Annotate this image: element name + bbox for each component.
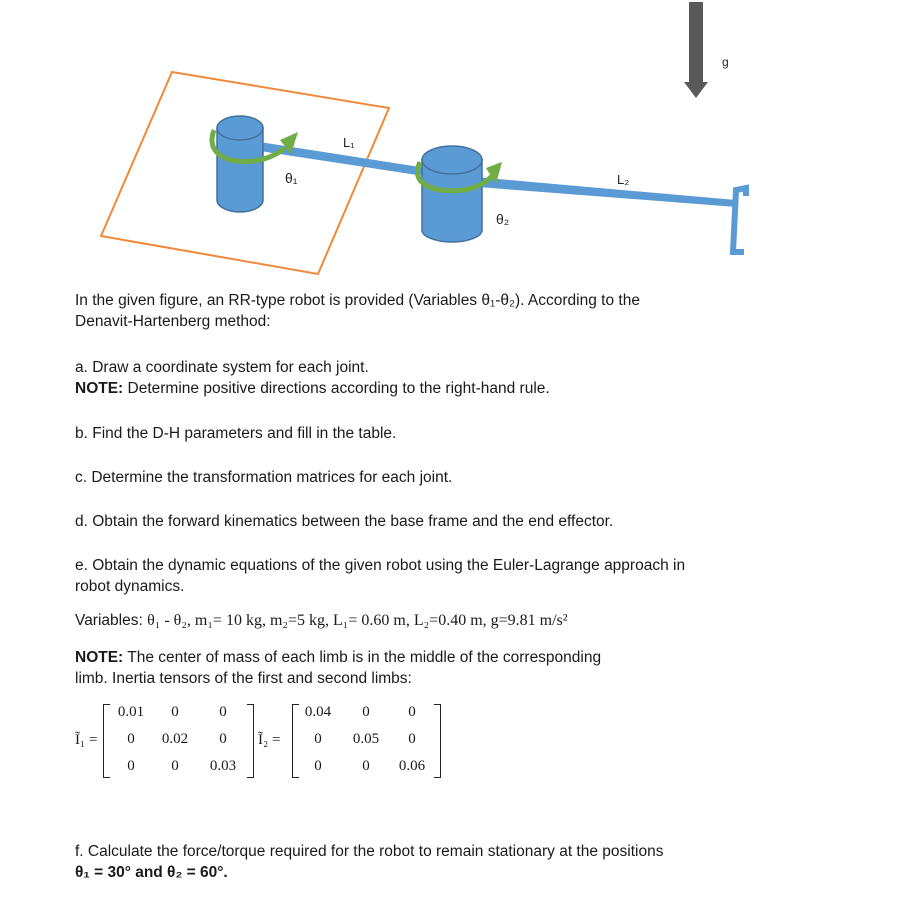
robot-figure [0, 0, 904, 285]
label-L1: L₁ [343, 135, 355, 150]
intro-line-2: Denavit-Hartenberg method: [75, 313, 271, 330]
item-e-line-1: e. Obtain the dynamic equations of the given robot using the Euler-Lagrange approach in [75, 557, 686, 574]
matrix-1-cell: 0 [127, 731, 135, 747]
item-f-line-1: f. Calculate the force/torque required for the robot to remain stationary at the positions [75, 843, 664, 860]
joint-1-cylinder [217, 116, 263, 212]
label-theta1: θ₁ [285, 170, 298, 186]
matrix-1-cell: 0.02 [161, 731, 189, 747]
label-g: g [722, 55, 729, 69]
matrix-1-cell: 0 [219, 731, 227, 747]
item-a: a. Draw a coordinate system for each joint. [75, 359, 369, 376]
variables-line [75, 610, 568, 631]
matrix-1-label: Ĩ₁ = [75, 732, 98, 748]
matrix-2-cell: 0.06 [398, 758, 426, 774]
matrix-2-label: Ĩ₂ = [258, 732, 281, 748]
matrix-2-cell: 0.05 [352, 731, 380, 747]
matrix-1-cell: 0 [127, 758, 135, 774]
gravity-arrow-icon [684, 2, 708, 98]
matrix-1-cell: 0.01 [117, 704, 145, 720]
matrix-1-cell: 0.03 [209, 758, 237, 774]
note2-label: NOTE: [75, 649, 124, 666]
item-e-line-2: robot dynamics. [75, 578, 185, 595]
joint-2-cylinder [422, 146, 482, 242]
inertia-matrix-1 [75, 702, 255, 782]
intro-line-1: In the given figure, an RR-type robot is provided (Variables θ₁-θ₂). According to the [75, 292, 640, 309]
label-theta2: θ₂ [496, 211, 510, 227]
matrix-2-cell: 0.04 [304, 704, 332, 720]
item-d: d. Obtain the forward kinematics between the base frame and the end effector. [75, 513, 614, 530]
matrix-2-cell: 0 [314, 758, 322, 774]
item-c: c. Determine the transformation matrices for each joint. [75, 469, 453, 486]
variables-label: Variables: [75, 612, 143, 629]
label-L2: L₂ [617, 172, 630, 187]
note2-text: The center of mass of each limb is in the middle of the corresponding [123, 649, 602, 666]
matrix-2-cell: 0 [314, 731, 322, 747]
matrix-2-cell: 0 [408, 731, 416, 747]
note-text: Determine positive directions according to the right-hand rule. [123, 380, 550, 397]
note-label: NOTE: [75, 380, 124, 397]
end-effector-gripper [733, 188, 746, 252]
matrix-2-cell: 0 [408, 704, 416, 720]
note2-line-1 [75, 647, 601, 668]
matrix-1-cell: 0 [219, 704, 227, 720]
note2-line-2: limb. Inertia tensors of the first and second limbs: [75, 670, 412, 687]
item-f-line-2: θ₁ = 30° and θ₂ = 60°. [75, 864, 228, 881]
item-a-note [75, 378, 550, 399]
matrix-1-cell: 0 [171, 704, 179, 720]
matrix-1-cell: 0 [171, 758, 179, 774]
item-b: b. Find the D-H parameters and fill in the table. [75, 425, 397, 442]
inertia-matrix-2 [258, 702, 448, 782]
matrix-2-cell: 0 [362, 704, 370, 720]
variables-values: θ₁ - θ₂, m₁= 10 kg, m₂=5 kg, L₁= 0.60 m, L₂=0.40 m, g=9.81 m/s² [147, 612, 568, 629]
matrix-2-cell: 0 [362, 758, 370, 774]
